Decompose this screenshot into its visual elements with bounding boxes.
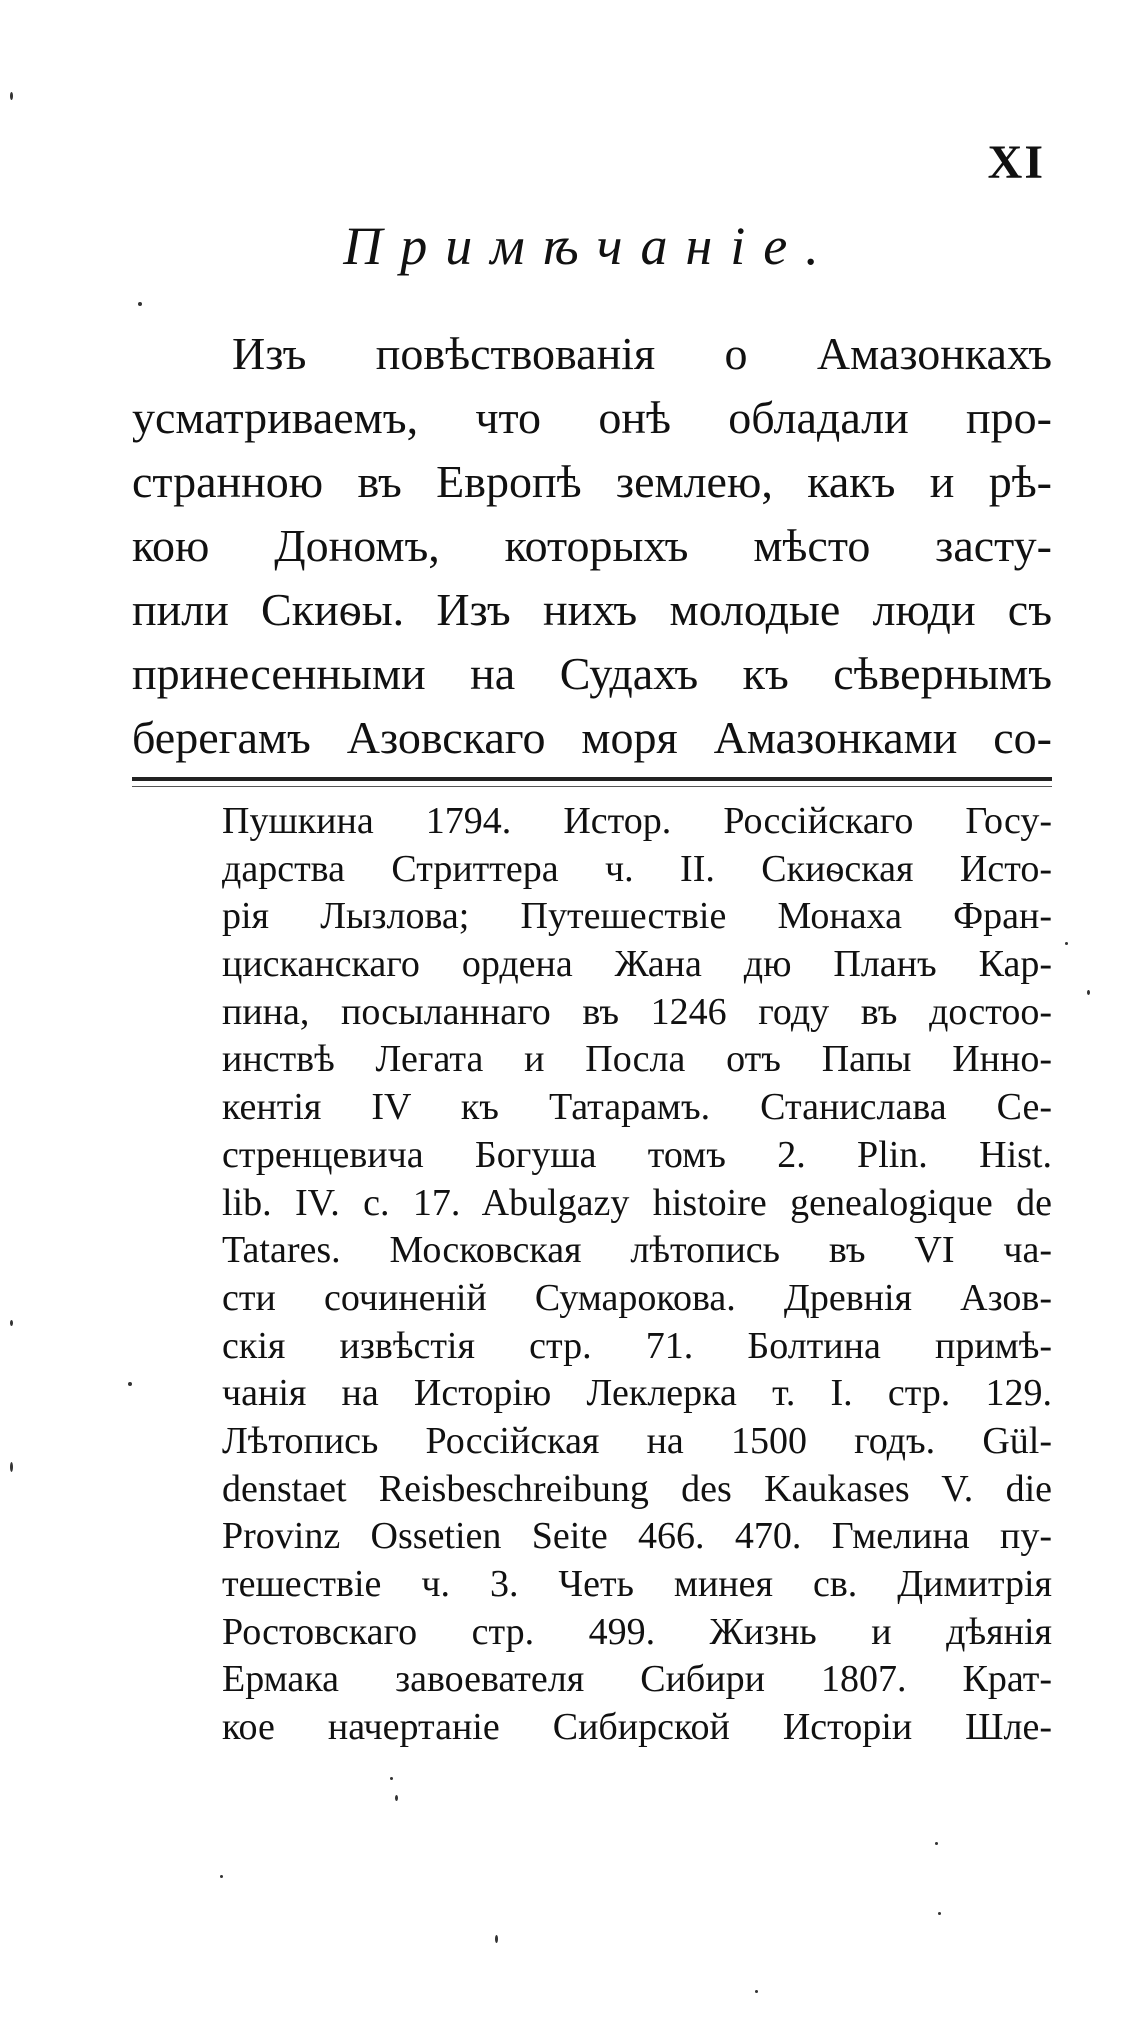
footnote-line: пина, посыланнаго въ 1246 году въ достоо- bbox=[222, 990, 1052, 1033]
scan-speck bbox=[395, 1795, 398, 1801]
footnote-line: дарства Стриттера ч. II. Скиѳская Исто- bbox=[222, 847, 1052, 890]
main-text-line: усматриваемъ, что онѣ обладали про- bbox=[132, 392, 1052, 443]
scan-speck bbox=[1087, 990, 1090, 995]
scan-speck bbox=[935, 1842, 938, 1845]
footnote-line: кое начертаніе Сибирской Исторіи Шле- bbox=[222, 1706, 1052, 1749]
footnote-divider bbox=[132, 777, 1052, 781]
footnote-line: Пушкина 1794. Истор. Россійскаго Госу- bbox=[222, 800, 1052, 842]
main-text-line: берегамъ Азовскаго моря Амазонками со- bbox=[132, 712, 1052, 763]
footnote-line: Лѣтопись Россійская на 1500 годъ. Gül- bbox=[222, 1419, 1052, 1462]
main-text-line: кою Дономъ, которыхъ мѣсто засту- bbox=[132, 520, 1052, 571]
scan-speck bbox=[1065, 942, 1068, 945]
scan-speck bbox=[938, 1912, 941, 1915]
footnote-line: стренцевича Богуша томъ 2. Plin. Hist. bbox=[222, 1133, 1052, 1176]
footnote-line: кентія IV къ Татарамъ. Станислава Се- bbox=[222, 1086, 1052, 1129]
scan-speck bbox=[10, 1462, 13, 1472]
footnote-block bbox=[222, 798, 1052, 1752]
footnote-line: сти сочиненій Сумарокова. Древнія Азов- bbox=[222, 1276, 1052, 1319]
footnote-line: denstaet Reisbeschreibung des Kaukases V. die bbox=[222, 1467, 1052, 1510]
scan-speck bbox=[10, 92, 13, 100]
footnote-line: Ростовскаго стр. 499. Жизнь и дѣянія bbox=[222, 1610, 1052, 1653]
footnote-line: цисканскаго ордена Жана дю Планъ Кар- bbox=[222, 943, 1052, 986]
scan-speck bbox=[495, 1935, 498, 1943]
main-text-line: Изъ повѣствованія о Амазонкахъ bbox=[232, 328, 1052, 379]
footnote-divider-thin bbox=[132, 786, 1052, 787]
footnote-line: чанія на Исторію Леклерка т. I. стр. 129. bbox=[222, 1372, 1052, 1415]
scan-speck bbox=[220, 1875, 223, 1878]
main-text-line: принесенными на Судахъ къ сѣвернымъ bbox=[132, 648, 1052, 699]
scan-speck bbox=[755, 1990, 758, 1993]
footnote-line: скія извѣстія стр. 71. Болтина примѣ- bbox=[222, 1324, 1052, 1367]
footnote-line: lib. IV. c. 17. Abulgazy histoire genealogique de bbox=[222, 1181, 1052, 1224]
scan-speck bbox=[138, 302, 142, 306]
page-number: XI bbox=[987, 136, 1045, 189]
scan-speck bbox=[10, 1320, 13, 1326]
footnote-line: Provinz Ossetien Seite 466. 470. Гмелина пу- bbox=[222, 1515, 1052, 1558]
footnote-line: Ермака завоевателя Сибири 1807. Крат- bbox=[222, 1658, 1052, 1701]
scan-speck bbox=[128, 1382, 132, 1386]
footnote-line: Tatares. Московская лѣтопись въ VI ча- bbox=[222, 1229, 1052, 1272]
footnote-line: инствѣ Легата и Посла отъ Папы Инно- bbox=[222, 1038, 1052, 1081]
scan-speck bbox=[390, 1777, 393, 1780]
main-text-line: странною въ Европѣ землею, какъ и рѣ- bbox=[132, 456, 1052, 507]
main-text-block bbox=[132, 322, 1052, 770]
main-text-line: пили Скиѳы. Изъ нихъ молодые люди съ bbox=[132, 584, 1052, 635]
section-heading: Примѣчаніе. bbox=[343, 216, 837, 276]
footnote-line: тешествіе ч. 3. Четь минея св. Димитрія bbox=[222, 1563, 1052, 1605]
footnote-line: рія Лызлова; Путешествіе Монаха Фран- bbox=[222, 895, 1052, 938]
